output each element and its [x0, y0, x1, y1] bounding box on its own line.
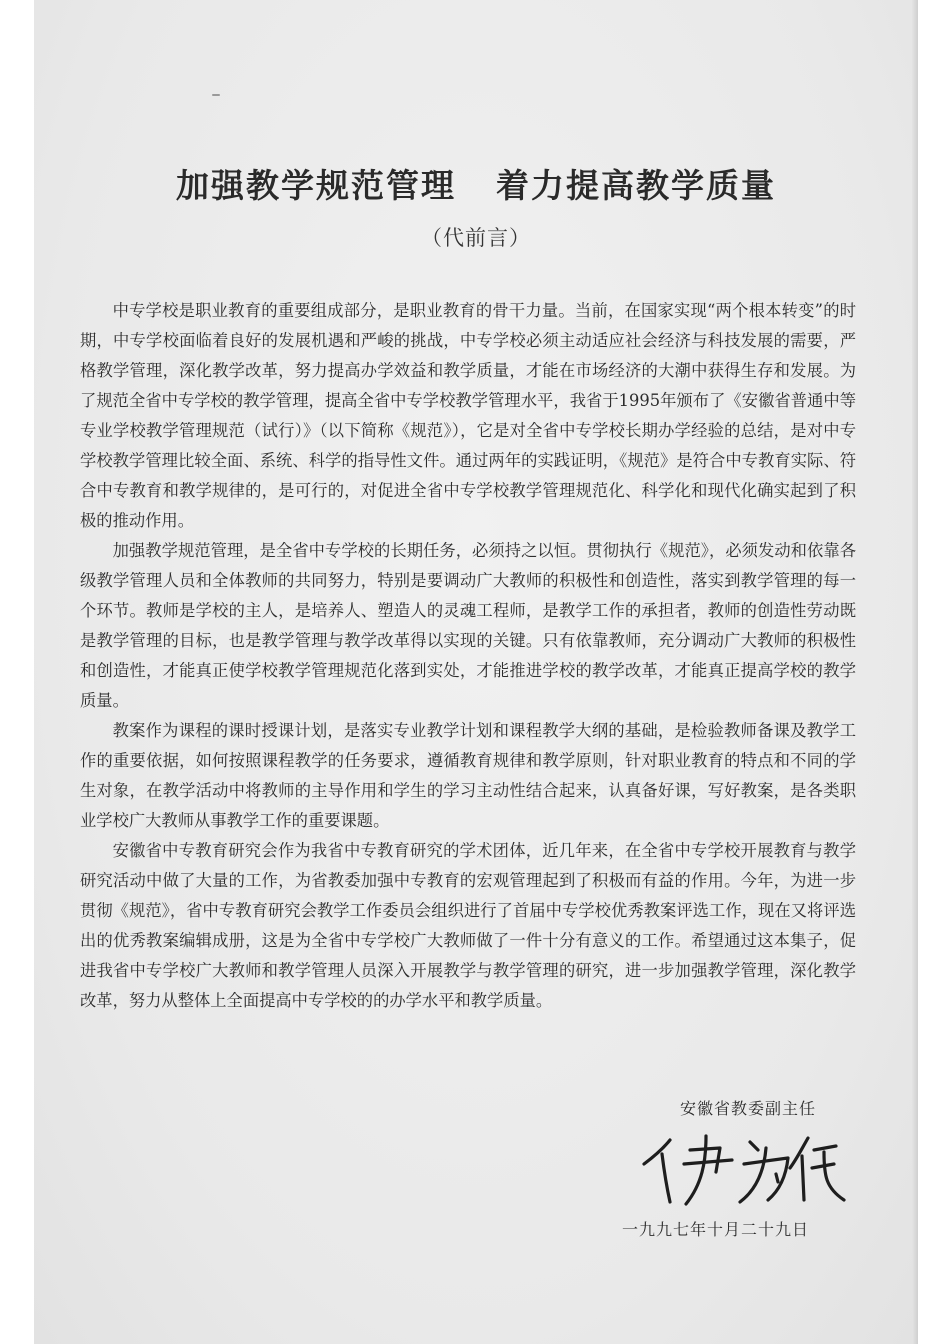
- scan-speck: [212, 94, 220, 96]
- paragraph-2: 加强教学规范管理，是全省中专学校的长期任务，必须持之以恒。贯彻执行《规范》，必须发动和依靠各级教学管理人员和全体教师的共同努力，特别是要调动广大教师的积极性和创造性，落实到教学管理的每一个环节。教师是学校的主人，是培养人、塑造人的灵魂工程师，是教学工作的承担者，教师的创造性劳动既是教学管理的目标，也是教学管理与教学改革得以实现的关键。只有依靠教师，充分调动广大教师的积极性和创造性，才能真正使学校教学管理规范化落到实处，才能推进学校的教学改革，才能真正提高学校的教学质量。: [80, 541, 856, 710]
- handwritten-signature: [640, 1128, 846, 1208]
- signatory-title: 安徽省教委副主任: [680, 1099, 817, 1118]
- paragraph-3: 教案作为课程的课时授课计划，是落实专业教学计划和课程教学大纲的基础，是检验教师备课及教学工作的重要依据，如何按照课程教学的任务要求，遵循教育规律和教学原则，针对职业教育的特点和不同的学生对象，在教学活动中将教师的主导作用和学生的学习主动性结合起来，认真备好课，写好教案，是各类职业学校广大教师从事教学工作的重要课题。: [80, 721, 856, 830]
- page-title: [34, 160, 918, 207]
- title-part-2: 着力提高教学质量: [496, 166, 776, 205]
- title-part-1: 加强教学规范管理: [176, 166, 456, 205]
- scan-margin-right: [918, 0, 950, 1344]
- document-page: [34, 0, 918, 1344]
- paragraph-1: 中专学校是职业教育的重要组成部分，是职业教育的骨干力量。当前，在国家实现“两个根本转变”的时期，中专学校面临着良好的发展机遇和严峻的挑战，中专学校必须主动适应社会经济与科技发展的需要，严格教学管理，深化教学改革，努力提高办学效益和教学质量，才能在市场经济的大潮中获得生存和发展。为了规范全省中专学校的教学管理，提高全省中专学校教学管理水平，我省于1995年颁布了《安徽省普通中等专业学校教学管理规范（试行）》（以下简称《规范》），它是对全省中专学校长期办学经验的总结，是对中专学校教学管理比较全面、系统、科学的指导性文件。通过两年的实践证明，《规范》是符合中专教育实际、符合中专教育和教学规律的，是可行的，对促进全省中专学校教学管理规范化、科学化和现代化确实起到了积极的推动作用。: [80, 301, 856, 530]
- document-date: 一九九七年十月二十九日: [622, 1220, 810, 1239]
- paragraph-4: 安徽省中专教育研究会作为我省中专教育研究的学术团体，近几年来，在全省中专学校开展教育与教学研究活动中做了大量的工作，为省教委加强中专教育的宏观管理起到了积极而有益的作用。今年，为进一步贯彻《规范》，省中专教育研究会教学工作委员会组织进行了首届中专学校优秀教案评选工作，现在又将评选出的优秀教案编辑成册，这是为全省中专学校广大教师做了一件十分有意义的工作。希望通过这本集子，促进我省中专学校广大教师和教学管理人员深入开展教学与教学管理的研究，进一步加强教学管理，深化教学改革，努力从整体上全面提高中专学校的的办学水平和教学质量。: [80, 841, 856, 1010]
- page-subtitle: （代前言）: [421, 226, 531, 250]
- body-text: [80, 296, 856, 1016]
- scan-margin-left: [0, 0, 34, 1344]
